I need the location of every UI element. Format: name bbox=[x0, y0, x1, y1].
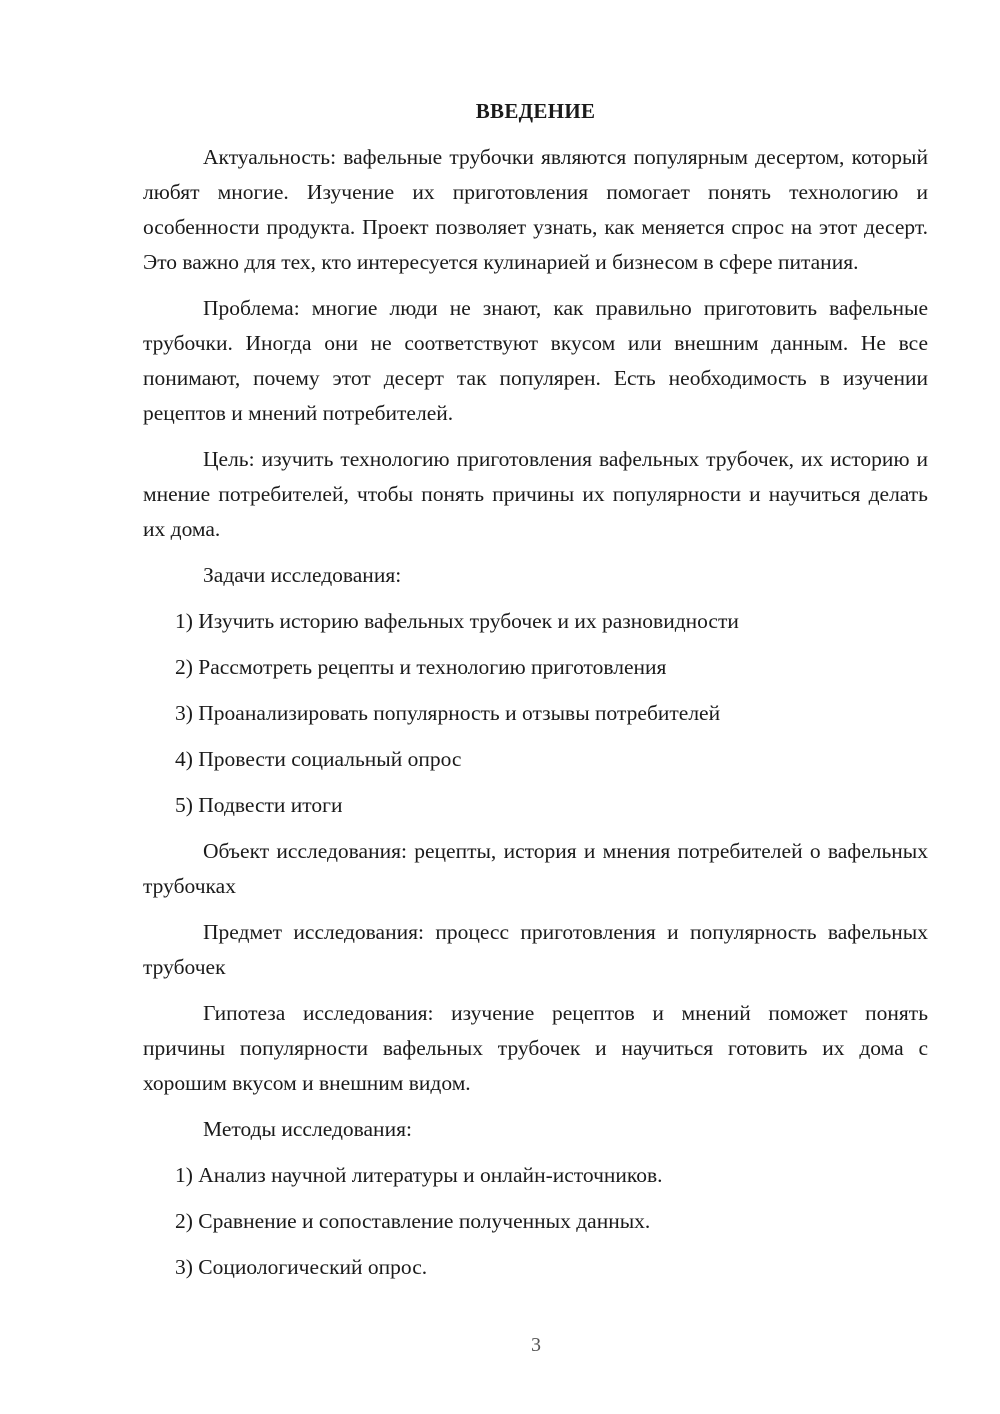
page-number: 3 bbox=[531, 1334, 541, 1356]
task-item: 4) Провести социальный опрос bbox=[175, 747, 462, 771]
object-paragraph: Объект исследования: рецепты, история и мнения потребителей о вафельных трубочках bbox=[143, 839, 928, 898]
tasks-label: Задачи исследования: bbox=[203, 563, 402, 587]
section-title: ВВЕДЕНИЕ bbox=[475, 99, 596, 123]
methods-label: Методы исследования: bbox=[203, 1117, 412, 1141]
hypothesis-paragraph: Гипотеза исследования: изучение рецептов и мнений поможет понять причины популярности вафельных трубочек и научиться готовить их дома с хорошим вкусом и внешним видом. bbox=[143, 1001, 928, 1095]
relevance-paragraph: Актуальность: вафельные трубочки являются популярным десертом, который любят многие. Изучение их приготовления помогает понять технологию и особенности продукта. Проект позволяет узнать, как меняется спрос на этот десерт. Это важно для тех, кто интересуется кулинарией и бизнесом в сфере питания. bbox=[143, 145, 928, 274]
tasks-list bbox=[143, 604, 928, 823]
problem-paragraph: Проблема: многие люди не знают, как правильно приготовить вафельные трубочки. Иногда они не соответствуют вкусом или внешним данным. Не все понимают, почему этот десерт так популярен. Есть необходимость в изучении рецептов и мнений потребителей. bbox=[143, 296, 928, 425]
task-item: 1) Изучить историю вафельных трубочек и их разновидности bbox=[175, 609, 739, 633]
goal-paragraph: Цель: изучить технологию приготовления вафельных трубочек, их историю и мнение потребителей, чтобы понять причины их популярности и научиться делать их дома. bbox=[143, 447, 928, 541]
document-body bbox=[143, 96, 928, 1296]
method-item: 1) Анализ научной литературы и онлайн-источников. bbox=[175, 1163, 663, 1187]
method-item: 2) Сравнение и сопоставление полученных данных. bbox=[175, 1209, 651, 1233]
subject-paragraph: Предмет исследования: процесс приготовления и популярность вафельных трубочек bbox=[143, 920, 928, 979]
task-item: 5) Подвести итоги bbox=[175, 793, 343, 817]
task-item: 2) Рассмотреть рецепты и технологию приготовления bbox=[175, 655, 667, 679]
task-item: 3) Проанализировать популярность и отзывы потребителей bbox=[175, 701, 721, 725]
methods-list bbox=[143, 1158, 928, 1285]
method-item: 3) Социологический опрос. bbox=[175, 1255, 428, 1279]
